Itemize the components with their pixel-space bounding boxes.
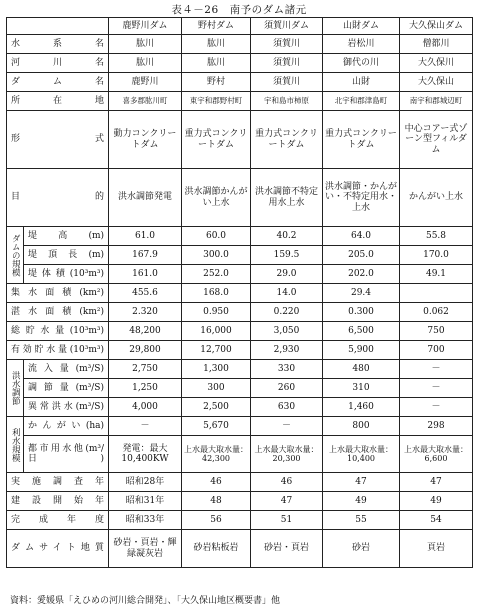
table-row — [7, 322, 473, 341]
cell: 49.1 — [400, 265, 473, 284]
cell: 55.8 — [400, 227, 473, 246]
cell: 630 — [251, 398, 323, 417]
cell: 上水最大取水量：6,600 — [400, 436, 473, 473]
group-label-water-use: 利水規模 — [7, 417, 24, 473]
cell: 202.0 — [323, 265, 400, 284]
table-row — [7, 417, 473, 436]
table-row — [7, 379, 473, 398]
cell: 170.0 — [400, 246, 473, 265]
cell: 大久保川 — [400, 54, 473, 73]
cell: 重力式コンクリートダム — [323, 111, 400, 169]
table-row — [7, 492, 473, 511]
table-row — [7, 73, 473, 92]
cell: 0.220 — [251, 303, 323, 322]
cell: 46 — [251, 473, 323, 492]
cell: 64.0 — [323, 227, 400, 246]
table-row — [7, 398, 473, 417]
cell: 1,250 — [109, 379, 182, 398]
cell: 5,670 — [182, 417, 251, 436]
row-label: 形式 — [7, 111, 109, 169]
table-row — [7, 511, 473, 530]
cell: 喜多郡肱川町 — [109, 92, 182, 111]
cell: 800 — [323, 417, 400, 436]
cell: 29,800 — [109, 341, 182, 360]
cell: 49 — [323, 492, 400, 511]
cell: 56 — [182, 511, 251, 530]
cell: 1,300 — [182, 360, 251, 379]
cell: 宇和島市柿原 — [251, 92, 323, 111]
cell: 昭和31年 — [109, 492, 182, 511]
cell: 洪水調節不特定用水上水 — [251, 169, 323, 227]
cell: 60.0 — [182, 227, 251, 246]
cell: 東宇和郡野村町 — [182, 92, 251, 111]
cell: 肱川 — [109, 54, 182, 73]
header-row — [7, 18, 473, 35]
row-label: 堤高(m) — [24, 227, 109, 246]
cell: 46 — [182, 473, 251, 492]
cell: 3,050 — [251, 322, 323, 341]
row-label: 実施調査年 — [7, 473, 109, 492]
cell: 発電：最大10,400KW — [109, 436, 182, 473]
cell: 上水最大取水量：10,400 — [323, 436, 400, 473]
cell: 0.062 — [400, 303, 473, 322]
cell: 49 — [400, 492, 473, 511]
row-label: 建設開始年 — [7, 492, 109, 511]
cell: 須賀川 — [251, 54, 323, 73]
dam-spec-table — [6, 17, 473, 568]
table-row — [7, 92, 473, 111]
table-row — [7, 35, 473, 54]
cell: 40.2 — [251, 227, 323, 246]
cell: 260 — [251, 379, 323, 398]
cell — [400, 284, 473, 303]
cell: 0.950 — [182, 303, 251, 322]
cell: 2,500 — [182, 398, 251, 417]
cell: 肱川 — [182, 35, 251, 54]
cell: 砂岩・頁岩 — [251, 530, 323, 568]
cell: 14.0 — [251, 284, 323, 303]
cell: － — [400, 360, 473, 379]
row-label: 堤体積(10³m³) — [24, 265, 109, 284]
table-row — [7, 360, 473, 379]
cell: 須賀川 — [251, 35, 323, 54]
table-row — [7, 303, 473, 322]
cell: 205.0 — [323, 246, 400, 265]
cell: 洪水調節発電 — [109, 169, 182, 227]
group-label-flood: 洪水調節 — [7, 360, 24, 417]
cell: 455.6 — [109, 284, 182, 303]
cell: 2.320 — [109, 303, 182, 322]
cell: 4,000 — [109, 398, 182, 417]
row-label: 堤頂長(m) — [24, 246, 109, 265]
row-label: 異常洪水(m³/S) — [24, 398, 109, 417]
cell: 洪水調節・かんがい・不特定用水・上水 — [323, 169, 400, 227]
cell: 47 — [323, 473, 400, 492]
cell: 上水最大取水量：42,300 — [182, 436, 251, 473]
cell: 55 — [323, 511, 400, 530]
row-label: 都市用水他(m³/日) — [24, 436, 109, 473]
table-row — [7, 111, 473, 169]
cell: 山財 — [323, 73, 400, 92]
table-row — [7, 473, 473, 492]
cell: 48 — [182, 492, 251, 511]
cell: 310 — [323, 379, 400, 398]
group-label-scale: ダムの規模 — [7, 227, 24, 284]
cell: 御代の川 — [323, 54, 400, 73]
cell: 昭和33年 — [109, 511, 182, 530]
header-nomura: 野村ダム — [182, 18, 251, 35]
cell: 159.5 — [251, 246, 323, 265]
cell: － — [400, 398, 473, 417]
cell: 29.0 — [251, 265, 323, 284]
row-label: 河川名 — [7, 54, 109, 73]
cell: 298 — [400, 417, 473, 436]
cell: 47 — [400, 473, 473, 492]
cell: 54 — [400, 511, 473, 530]
cell: 330 — [251, 360, 323, 379]
cell: 昭和28年 — [109, 473, 182, 492]
row-label: 有効貯水量(10³m³) — [7, 341, 109, 360]
header-sukagawa: 須賀川ダム — [251, 18, 323, 35]
source-note: 資料：愛媛県「えひめの河川総合開発」、「大久保山地区概要書」他 — [10, 596, 281, 606]
cell: － — [251, 417, 323, 436]
cell: 上水最大取水量：20,300 — [251, 436, 323, 473]
table-row — [7, 284, 473, 303]
cell: 須賀川 — [251, 73, 323, 92]
row-label: 流入量(m³/S) — [24, 360, 109, 379]
table-row — [7, 265, 473, 284]
cell: 2,930 — [251, 341, 323, 360]
cell: 48,200 — [109, 322, 182, 341]
cell: 0.300 — [323, 303, 400, 322]
table-row — [7, 341, 473, 360]
cell: 南宇和郡城辺町 — [400, 92, 473, 111]
cell: 大久保山 — [400, 73, 473, 92]
row-label: 集水面積(km²) — [7, 284, 109, 303]
cell: 700 — [400, 341, 473, 360]
cell: 5,900 — [323, 341, 400, 360]
cell: 洪水調節かんがい上水 — [182, 169, 251, 227]
row-label: 水系名 — [7, 35, 109, 54]
table-row — [7, 169, 473, 227]
cell: 252.0 — [182, 265, 251, 284]
row-label: かんがい(ha) — [24, 417, 109, 436]
cell: 300 — [182, 379, 251, 398]
cell: 砂岩粘板岩 — [182, 530, 251, 568]
cell: 1,460 — [323, 398, 400, 417]
cell: 2,750 — [109, 360, 182, 379]
cell: 鹿野川 — [109, 73, 182, 92]
cell: 167.9 — [109, 246, 182, 265]
table-row — [7, 246, 473, 265]
row-label: 目的 — [7, 169, 109, 227]
cell: 47 — [251, 492, 323, 511]
cell: － — [400, 379, 473, 398]
cell: 動力コンクリートダム — [109, 111, 182, 169]
cell: 重力式コンクリートダム — [251, 111, 323, 169]
cell: 168.0 — [182, 284, 251, 303]
header-kanogawa: 鹿野川ダム — [109, 18, 182, 35]
row-label: 完成年度 — [7, 511, 109, 530]
row-label: ダム名 — [7, 73, 109, 92]
row-label: 総貯水量(10³m³) — [7, 322, 109, 341]
cell: 砂岩 — [323, 530, 400, 568]
cell: 480 — [323, 360, 400, 379]
row-label: 調節量(m³/S) — [24, 379, 109, 398]
cell: 野村 — [182, 73, 251, 92]
row-label: ダムサイト地質 — [7, 530, 109, 568]
row-label: 所在地 — [7, 92, 109, 111]
cell: 岩松川 — [323, 35, 400, 54]
cell: 16,000 — [182, 322, 251, 341]
table-row — [7, 436, 473, 473]
cell: 51 — [251, 511, 323, 530]
cell: 6,500 — [323, 322, 400, 341]
cell: 161.0 — [109, 265, 182, 284]
cell: 12,700 — [182, 341, 251, 360]
corner-cell — [7, 18, 109, 35]
table-row — [7, 54, 473, 73]
cell: 頁岩 — [400, 530, 473, 568]
table-row — [7, 227, 473, 246]
cell: かんがい上水 — [400, 169, 473, 227]
cell: 北宇和郡津島町 — [323, 92, 400, 111]
table-row — [7, 530, 473, 568]
cell: 61.0 — [109, 227, 182, 246]
cell: 29.4 — [323, 284, 400, 303]
cell: 砂岩・頁岩・輝緑凝灰岩 — [109, 530, 182, 568]
cell: 僧都川 — [400, 35, 473, 54]
cell: 肱川 — [182, 54, 251, 73]
cell: 重力式コンクリートダム — [182, 111, 251, 169]
header-yamazai: 山財ダム — [323, 18, 400, 35]
cell: 300.0 — [182, 246, 251, 265]
cell: － — [109, 417, 182, 436]
cell: 750 — [400, 322, 473, 341]
cell: 中心コアー式ゾーン型フィルダム — [400, 111, 473, 169]
cell: 肱川 — [109, 35, 182, 54]
table-title: 表４－26 南予のダム諸元 — [171, 4, 307, 16]
header-okuboyama: 大久保山ダム — [400, 18, 473, 35]
row-label: 湛水面積(km²) — [7, 303, 109, 322]
